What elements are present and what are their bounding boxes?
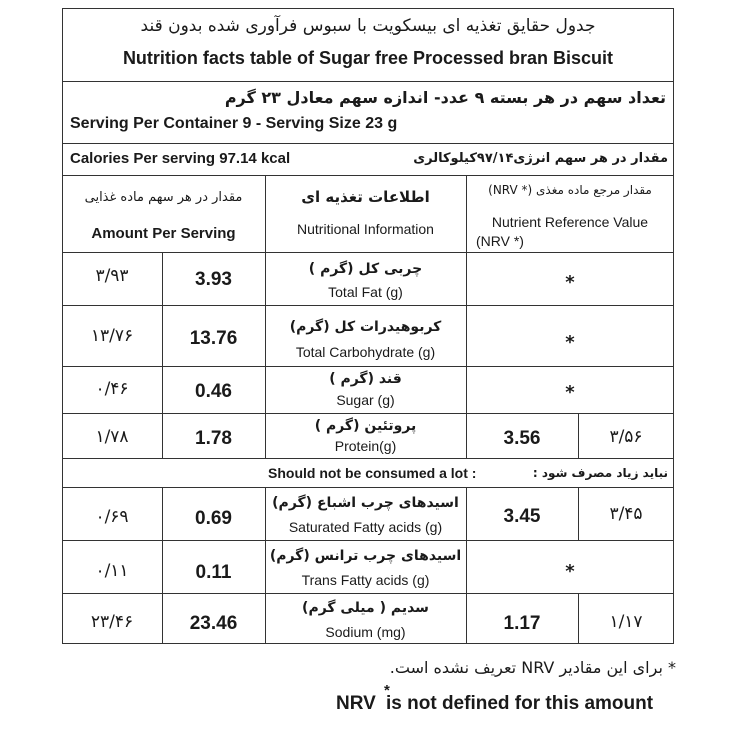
row-protein-nrv-fa: ۳/۵۶: [609, 427, 643, 447]
row-carb-label-fa: کربوهیدرات کل (گرم): [289, 319, 442, 335]
row-carb-nrv: *: [565, 332, 575, 353]
row-sugar-value: 0.46: [195, 381, 232, 402]
header-amount-fa: مقدار در هر سهم ماده غذایی: [84, 190, 243, 205]
row-carb-value: 13.76: [189, 328, 238, 349]
footnote-en-prefix: NRV: [336, 693, 376, 714]
row-fat-label-fa: چربی کل (گرم ): [308, 261, 423, 277]
footnote-en-suffix: is not defined for this amount: [386, 693, 654, 714]
row-trans-label-en: Trans Fatty acids (g): [301, 572, 430, 588]
row-sat-fa-value: ۰/۶۹: [95, 507, 129, 527]
row-sugar-label-en: Sugar (g): [336, 392, 395, 408]
divider-header: [62, 252, 674, 253]
header-amount-en: Amount Per Serving: [91, 225, 236, 242]
row-sodium-label-en: Sodium (mg): [325, 624, 406, 640]
warning-en: Should not be consumed a lot :: [268, 465, 477, 481]
divider-row-3: [62, 413, 674, 414]
footnote-fa: * برای این مقادیر NRV تعریف نشده است.: [389, 658, 676, 677]
row-sodium-nrv: 1.17: [503, 613, 541, 634]
divider-warning: [62, 487, 674, 488]
header-nrv-fa: مقدار مرجع ماده مغذی (* NRV): [488, 183, 652, 197]
divider-calories: [62, 175, 674, 176]
row-fat-value: 3.93: [195, 269, 232, 290]
header-info-fa: اطلاعات تغذیه ای: [301, 188, 430, 206]
divider-serving: [62, 143, 674, 144]
row-carb-label-en: Total Carbohydrate (g): [295, 344, 436, 360]
row-sodium-nrv-fa: ۱/۱۷: [609, 612, 643, 632]
divider-row-5: [62, 540, 674, 541]
footnote-en-star: *: [384, 682, 390, 699]
warning-fa: نباید زیاد مصرف شود :: [532, 466, 668, 480]
row-sodium-value: 23.46: [189, 613, 238, 634]
row-trans-nrv: *: [565, 561, 575, 582]
row-sugar-nrv: *: [565, 382, 575, 403]
title-en: Nutrition facts table of Sugar free Processed bran Biscuit: [122, 48, 614, 68]
row-sat-value: 0.69: [195, 508, 232, 529]
calories-fa: مقدار در هر سهم انرژی۹۷/۱۴کیلوکالری: [413, 151, 668, 166]
row-protein-fa-value: ۱/۷۸: [95, 427, 129, 447]
row-sat-label-fa: اسیدهای چرب اشباع (گرم): [272, 495, 459, 511]
row-protein-nrv: 3.56: [503, 428, 541, 449]
row-sat-nrv: 3.45: [503, 506, 541, 527]
row-fat-fa-value: ۳/۹۳: [95, 266, 129, 286]
row-fat-label-en: Total Fat (g): [328, 284, 403, 300]
row-sodium-fa-value: ۲۳/۴۶: [90, 612, 134, 632]
row-sat-label-en: Saturated Fatty acids (g): [288, 519, 443, 535]
header-info-en: Nutritional Information: [297, 221, 434, 237]
col-divider-amount-lower: [265, 487, 266, 644]
row-protein-label-en: Protein(g): [334, 438, 397, 454]
row-trans-fa-value: ۰/۱۱: [95, 561, 129, 581]
row-fat-nrv: *: [565, 272, 575, 293]
header-nrv-en-1: Nutrient Reference Value: [491, 214, 649, 230]
serving-fa: تعداد سهم در هر بسته ۹ عدد- اندازه سهم معادل ۲۳ گرم: [224, 88, 666, 107]
header-nrv-en-2: (NRV *): [476, 233, 524, 249]
divider-row-4: [62, 458, 674, 459]
row-trans-value: 0.11: [195, 562, 232, 583]
row-trans-label-fa: اسیدهای چرب ترانس (گرم): [269, 548, 462, 564]
divider-row-1: [62, 305, 674, 306]
row-protein-label-fa: پروتئین (گرم ): [314, 418, 417, 434]
divider-title: [62, 81, 674, 82]
row-sat-nrv-fa: ۳/۴۵: [609, 504, 643, 524]
row-carb-fa-value: ۱۳/۷۶: [90, 326, 134, 346]
row-sodium-label-fa: سدیم ( میلی گرم): [302, 600, 429, 616]
row-protein-value: 1.78: [195, 428, 232, 449]
serving-en: Serving Per Container 9 - Serving Size 23 g: [70, 115, 398, 132]
calories-en: Calories Per serving 97.14 kcal: [70, 150, 291, 167]
divider-row-6: [62, 593, 674, 594]
divider-row-2: [62, 366, 674, 367]
title-fa: جدول حقایق تغذیه ای بیسکویت با سبوس فرآوری شده بدون قند: [140, 16, 596, 36]
row-sugar-label-fa: قند (گرم ): [329, 371, 402, 387]
col-divider-amount: [265, 175, 266, 458]
row-sugar-fa-value: ۰/۴۶: [95, 379, 129, 399]
